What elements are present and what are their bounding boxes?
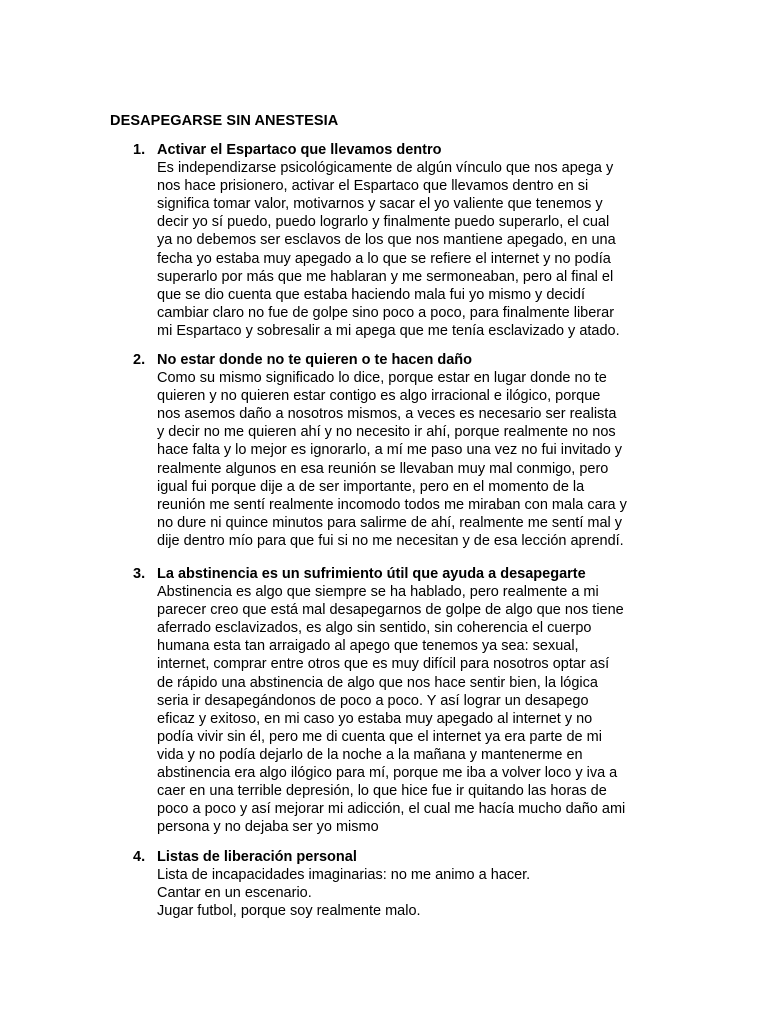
section-4 [133,848,673,920]
paragraph-line: nos asemos daño a nosotros mismos, a veces es necesario ser realista [157,406,617,423]
paragraph-line: superarlo por más que me hablaran y me sermoneaban, pero al final el [157,268,614,285]
paragraph-line: ya no debemos ser esclavos de los que nos mantiene apegado, en una [157,232,616,249]
paragraph-line: Jugar futbol, porque soy realmente malo. [157,903,421,920]
paragraph-line: igual fui porque dije a de ser importante, pero en el momento de la [157,478,585,495]
paragraph-line: de rápido una abstinencia de algo que nos hace sentir bien, la lógica [157,674,598,691]
section-3 [133,565,673,836]
section-number: 2. [133,352,146,368]
paragraph-line: Abstinencia es algo que siempre se ha hablado, pero realmente a mi [157,584,599,601]
paragraph-line: Lista de incapacidades imaginarias: no me animo a hacer. [157,867,531,884]
section-2 [133,351,673,550]
paragraph-line: quieren y no quieren estar contigo es algo irracional e ilógico, porque [157,388,601,405]
section-heading: No estar donde no te quieren o te hacen daño [157,352,473,368]
section-heading: Activar el Espartaco que llevamos dentro [157,142,442,158]
paragraph-line: caer en una terrible depresión, lo que hice fue ir quitando las horas de [157,783,607,800]
paragraph-line: poco a poco y así mejorar mi adicción, el cual me hacía mucho daño ami [157,801,626,818]
paragraph-line: Como su mismo significado lo dice, porque estar en lugar donde no te [157,370,607,387]
section-number: 4. [133,849,146,865]
paragraph-line: parecer creo que está mal desapegarnos de golpe de algo que nos tiene [157,602,624,619]
paragraph-line: que se dio cuenta que estaba haciendo mala fui yo mismo y decidí [157,286,586,303]
paragraph-line: decir yo sí puedo, puedo lograrlo y finalmente puedo superarlo, el cual [157,214,610,231]
paragraph-line: nos hace prisionero, activar el Espartaco que llevamos dentro en si [157,178,589,195]
document-title: DESAPEGARSE SIN ANESTESIA [110,113,339,129]
paragraph-line: seria ir desapegándonos de poco a poco. Y así lograr un desapego [157,692,589,709]
paragraph-line: y decir no me quieren ahí y no necesito ir ahí, porque realmente no nos [157,424,616,441]
section-number: 3. [133,566,146,582]
paragraph-line: abstinencia era algo ilógico para mí, porque me iba a volver loco y iva a [157,765,618,782]
paragraph-line: cambiar claro no fue de golpe sino poco a poco, para finalmente liberar [157,304,615,321]
paragraph-line: reunión me sentí realmente incomodo todos me miraban con mala cara y [157,496,627,513]
paragraph-line: hace falta y lo mejor es ignorarlo, a mí me paso una vez no fui invitado y [157,442,623,459]
paragraph-line: aferrado esclavizados, es algo sin sentido, sin coherencia el cuerpo [157,620,592,637]
paragraph-line: eficaz y exitoso, en mi caso yo estaba muy apegado al internet y no [157,710,593,727]
paragraph-line: internet, comprar entre otros que es muy difícil para nosotros optar así [157,656,610,673]
paragraph-line: fecha yo estaba muy apegado a lo que se refiere el internet y no podía [157,250,611,267]
section-heading: La abstinencia es un sufrimiento útil que ayuda a desapegarte [157,566,586,582]
paragraph-line: significa tomar valor, motivarnos y sacar el yo valiente que tenemos y [157,196,603,213]
paragraph-line: realmente algunos en esa reunión se llevaban muy mal conmigo, pero [157,460,609,477]
paragraph-line: persona y no dejaba ser yo mismo [157,819,379,836]
paragraph-line: humana esta tan arraigado al apego que tenemos ya sea: sexual, [157,638,579,655]
paragraph-line: dije dentro mío para que fui si no me necesitan y de esa lección aprendí. [157,532,624,549]
paragraph-line: Es independizarse psicológicamente de algún vínculo que nos apega y [157,160,614,177]
paragraph-line: no dure ni quince minutos para salirme de ahí, realmente me sentí mal y [157,514,623,531]
paragraph-line: podía vivir sin él, pero me di cuenta que el internet ya era parte de mi [157,728,602,745]
paragraph-line: Cantar en un escenario. [157,885,312,902]
section-heading: Listas de liberación personal [157,849,357,865]
paragraph-line: vida y no podía dejarlo de la noche a la mañana y mantenerme en [157,746,583,763]
paragraph-line: mi Espartaco y sobresalir a mi apega que me tenía esclavizado y atado. [157,322,620,339]
section-1 [133,141,673,340]
section-number: 1. [133,142,146,158]
